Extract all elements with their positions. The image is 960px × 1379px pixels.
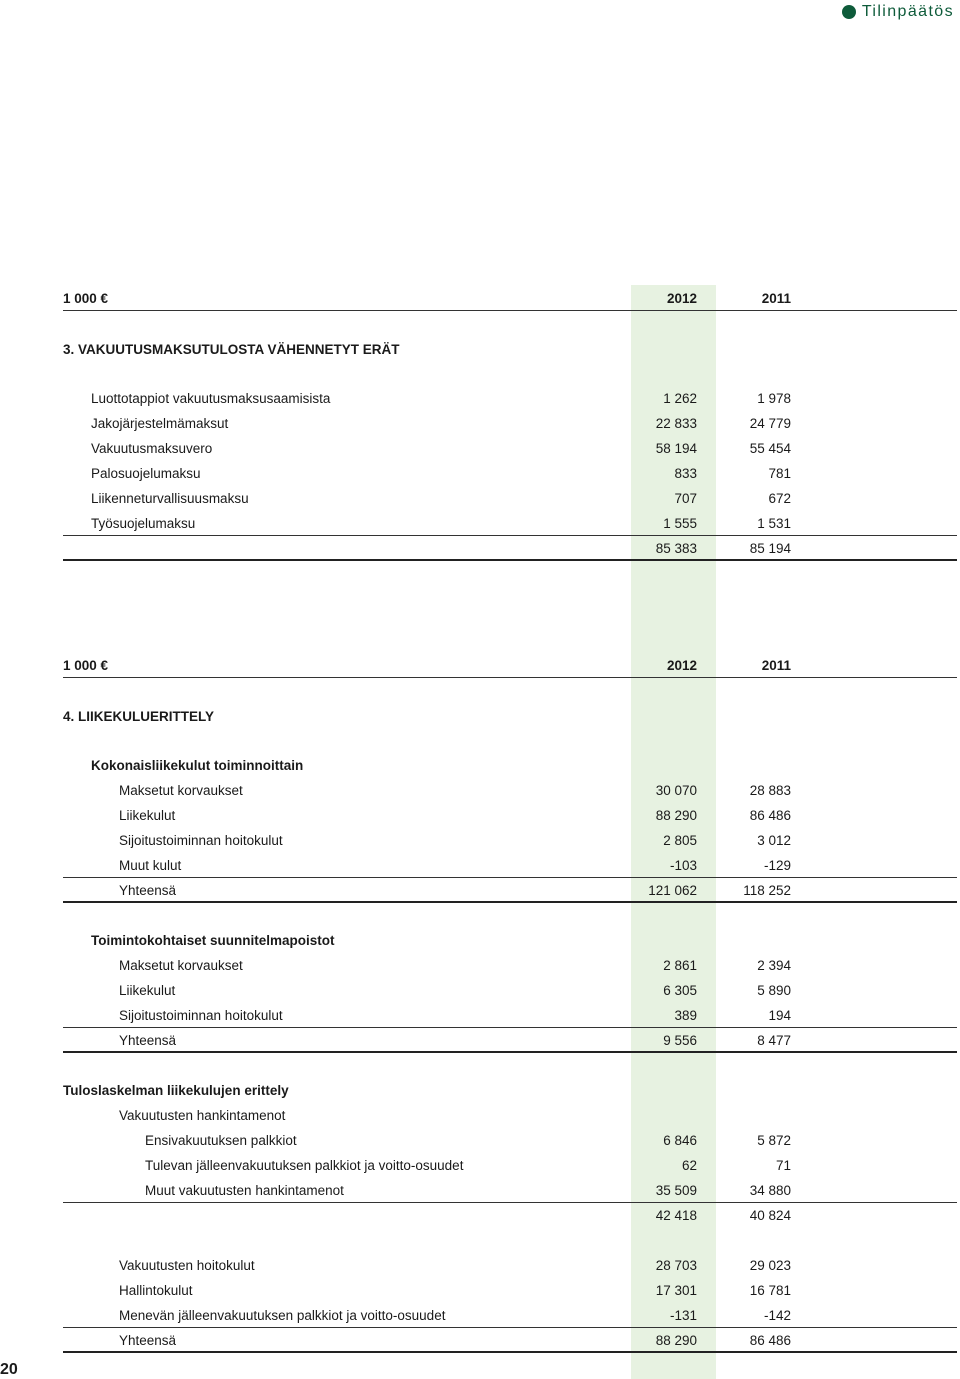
table-row xyxy=(0,1131,960,1151)
value-2012: 35 509 xyxy=(655,1183,697,1198)
value-2011: 71 xyxy=(775,1158,791,1173)
table-header-row xyxy=(0,656,960,676)
value-2012: 707 xyxy=(674,491,697,506)
row-label: Luottotappiot vakuutusmaksusaamisista xyxy=(91,391,331,406)
table-row xyxy=(0,489,960,509)
group-b-title: Toimintokohtaiset suunnitelmapoistot xyxy=(91,933,335,948)
value-2011: 194 xyxy=(768,1008,791,1023)
group-title xyxy=(0,1081,960,1101)
value-2011: -129 xyxy=(763,858,791,873)
table-row xyxy=(0,781,960,801)
row-label: Liikenneturvallisuusmaksu xyxy=(91,491,249,506)
value-2011: -142 xyxy=(763,1308,791,1323)
table-row xyxy=(0,464,960,484)
divider xyxy=(63,310,957,311)
row-label: Muut vakuutusten hankintamenot xyxy=(145,1183,344,1198)
unit-label: 1 000 € xyxy=(63,291,109,306)
value-2011: 5 872 xyxy=(757,1133,791,1148)
value-2011: 3 012 xyxy=(757,833,791,848)
table-row xyxy=(0,439,960,459)
section-title xyxy=(0,340,960,360)
group-title xyxy=(0,756,960,776)
total-row xyxy=(0,539,960,559)
value-2012: 62 xyxy=(681,1158,697,1173)
value-2011: 1 978 xyxy=(757,391,791,406)
row-label: Maksetut korvaukset xyxy=(119,783,243,798)
row-label: Tulevan jälleenvakuutuksen palkkiot ja voitto-osuudet xyxy=(145,1158,464,1173)
value-2012: 22 833 xyxy=(655,416,697,431)
total-divider xyxy=(63,559,957,561)
section-header-label: Tilinpäätös xyxy=(861,3,954,20)
table-row xyxy=(0,1006,960,1026)
total-row xyxy=(0,1331,960,1351)
value-2011: 1 531 xyxy=(757,516,791,531)
total-2011: 85 194 xyxy=(749,541,791,556)
year-2012-header: 2012 xyxy=(666,291,697,306)
value-2011: 55 454 xyxy=(749,441,791,456)
value-2011: 672 xyxy=(768,491,791,506)
table-row xyxy=(0,831,960,851)
subgroup-label: Vakuutusten hankintamenot xyxy=(119,1108,286,1123)
table-header-row xyxy=(0,289,960,309)
value-2011: 5 890 xyxy=(757,983,791,998)
year-2011-header: 2011 xyxy=(761,291,791,306)
group-c-title: Tuloslaskelman liikekulujen erittely xyxy=(63,1083,289,1098)
section-title xyxy=(0,707,960,727)
value-2011: 16 781 xyxy=(749,1283,791,1298)
value-2012: 30 070 xyxy=(655,783,697,798)
row-label: Palosuojelumaksu xyxy=(91,466,201,481)
year-2011-header: 2011 xyxy=(761,658,791,673)
divider xyxy=(63,877,957,878)
row-label: Ensivakuutuksen palkkiot xyxy=(145,1133,297,1148)
total-divider xyxy=(63,1351,957,1353)
group-title xyxy=(0,931,960,951)
table-row xyxy=(0,1306,960,1326)
divider xyxy=(63,535,957,536)
value-2011: 2 394 xyxy=(757,958,791,973)
value-2012: 17 301 xyxy=(655,1283,697,1298)
table-row xyxy=(0,806,960,826)
total-2011: 118 252 xyxy=(743,883,791,898)
table-row xyxy=(0,956,960,976)
value-2012: -103 xyxy=(669,858,697,873)
year-2012-header: 2012 xyxy=(666,658,697,673)
subtotal-row xyxy=(0,1206,960,1226)
value-2012: 2 861 xyxy=(663,958,697,973)
row-label: Liikekulut xyxy=(119,983,176,998)
row-label: Liikekulut xyxy=(119,808,176,823)
total-label: Yhteensä xyxy=(119,883,177,898)
subgroup-title xyxy=(0,1106,960,1126)
divider xyxy=(63,1202,957,1203)
section-header-tag xyxy=(842,3,954,21)
row-label: Jakojärjestelmämaksut xyxy=(91,416,229,431)
value-2012: 2 805 xyxy=(663,833,697,848)
table-row xyxy=(0,1181,960,1201)
table-row xyxy=(0,1281,960,1301)
table-row xyxy=(0,1256,960,1276)
section-4-title: 4. LIIKEKULUERITTELY xyxy=(63,709,215,724)
total-divider xyxy=(63,1051,957,1053)
table-row xyxy=(0,856,960,876)
total-2012: 9 556 xyxy=(663,1033,697,1048)
value-2012: 833 xyxy=(674,466,697,481)
row-label: Maksetut korvaukset xyxy=(119,958,243,973)
total-2012: 88 290 xyxy=(655,1333,697,1348)
value-2012: 1 262 xyxy=(663,391,697,406)
subtotal-2011: 40 824 xyxy=(749,1208,791,1223)
total-label: Yhteensä xyxy=(119,1033,177,1048)
total-2011: 86 486 xyxy=(749,1333,791,1348)
table-row xyxy=(0,389,960,409)
divider xyxy=(63,1327,957,1328)
subtotal-2012: 42 418 xyxy=(655,1208,697,1223)
total-2012: 121 062 xyxy=(648,883,697,898)
value-2012: 1 555 xyxy=(663,516,697,531)
total-label: Yhteensä xyxy=(119,1333,177,1348)
value-2012: -131 xyxy=(669,1308,697,1323)
value-2012: 6 305 xyxy=(663,983,697,998)
row-label: Muut kulut xyxy=(119,858,182,873)
group-a-title: Kokonaisliikekulut toiminnoittain xyxy=(91,758,304,773)
value-2012: 389 xyxy=(674,1008,697,1023)
value-2012: 88 290 xyxy=(655,808,697,823)
total-divider xyxy=(63,901,957,903)
table-row xyxy=(0,1156,960,1176)
row-label: Menevän jälleenvakuutuksen palkkiot ja voitto-osuudet xyxy=(119,1308,446,1323)
total-row xyxy=(0,1031,960,1051)
table-row xyxy=(0,981,960,1001)
total-2012: 85 383 xyxy=(655,541,697,556)
divider xyxy=(63,1027,957,1028)
row-label: Työsuojelumaksu xyxy=(91,516,196,531)
page-number: 20 xyxy=(0,1361,18,1378)
value-2012: 28 703 xyxy=(655,1258,697,1273)
value-2012: 6 846 xyxy=(663,1133,697,1148)
value-2011: 781 xyxy=(768,466,791,481)
total-2011: 8 477 xyxy=(757,1033,791,1048)
value-2011: 24 779 xyxy=(749,416,791,431)
row-label: Sijoitustoiminnan hoitokulut xyxy=(119,833,283,848)
row-label: Sijoitustoiminnan hoitokulut xyxy=(119,1008,283,1023)
table-row xyxy=(0,414,960,434)
total-row xyxy=(0,881,960,901)
row-label: Hallintokulut xyxy=(119,1283,193,1298)
divider xyxy=(63,677,957,678)
value-2011: 34 880 xyxy=(749,1183,791,1198)
value-2011: 86 486 xyxy=(749,808,791,823)
value-2011: 29 023 xyxy=(749,1258,791,1273)
bullet-dot-icon xyxy=(842,5,856,19)
row-label: Vakuutusten hoitokulut xyxy=(119,1258,255,1273)
unit-label: 1 000 € xyxy=(63,658,109,673)
table-row xyxy=(0,514,960,534)
value-2012: 58 194 xyxy=(655,441,697,456)
section-3-title: 3. VAKUUTUSMAKSUTULOSTA VÄHENNETYT ERÄT xyxy=(63,342,400,357)
row-label: Vakuutusmaksuvero xyxy=(91,441,213,456)
value-2011: 28 883 xyxy=(749,783,791,798)
